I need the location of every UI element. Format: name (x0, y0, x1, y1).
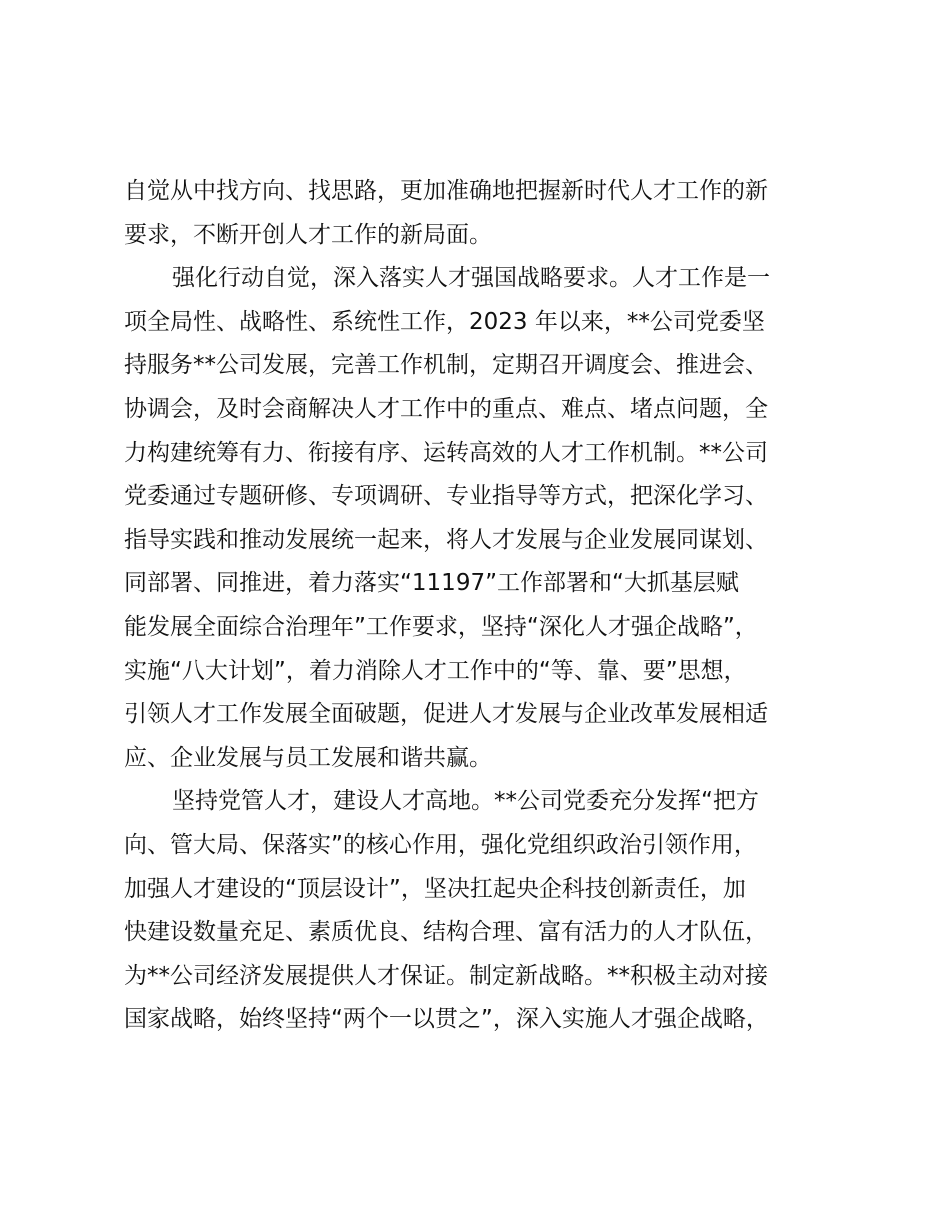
text-line: 要求，不断开创人才工作的新局面。 (124, 221, 492, 248)
text-line: 国家战略，始终坚持“两个一以贯之”，深入实施人才强企战略， (124, 1006, 769, 1033)
text-line: 党委通过专题研修、专项调研、专业指导等方式，把深化学习、 (124, 483, 768, 510)
text-line: 项全局性、战略性、系统性工作，2023 年以来，**公司党委坚 (124, 308, 765, 335)
text-line: 快建设数量充足、素质优良、结构合理、富有活力的人才队伍， (124, 919, 768, 946)
text-line: 力构建统筹有力、衔接有序、运转高效的人才工作机制。**公司 (124, 439, 768, 466)
text-line: 指导实践和推动发展统一起来，将人才发展与企业发展同谋划、 (124, 526, 768, 553)
paragraph-3 (124, 780, 844, 1042)
text-line: 同部署、同推进，着力落实“11197”工作部署和“大抓基层赋 (124, 570, 739, 597)
text-line: 协调会，及时会商解决人才工作中的重点、难点、堵点问题，全 (124, 395, 768, 422)
document-body (124, 170, 844, 1042)
paragraph-1 (124, 170, 844, 257)
text-line: 向、管大局、保落实”的核心作用，强化党组织政治引领作用， (124, 831, 757, 858)
text-line: 持服务**公司发展，完善工作机制，定期召开调度会、推进会、 (124, 352, 768, 379)
text-line: 引领人才工作发展全面破题，促进人才发展与企业改革发展相适 (124, 701, 768, 728)
text-line: 应、企业发展与员工发展和谐共赢。 (124, 744, 492, 771)
text-line: 能发展全面综合治理年”工作要求，坚持“深化人才强企战略”， (124, 613, 758, 640)
text-line: 加强人才建设的“顶层设计”，坚决扛起央企科技创新责任，加 (124, 875, 746, 902)
text-line: 实施“八大计划”，着力消除人才工作中的“等、靠、要”思想， (124, 657, 747, 684)
text-line: 坚持党管人才，建设人才高地。**公司党委充分发挥“把方 (172, 788, 759, 815)
text-line: 为**公司经济发展提供人才保证。制定新战略。**积极主动对接 (124, 962, 768, 989)
text-line: 强化行动自觉，深入落实人才强国战略要求。人才工作是一 (172, 265, 770, 292)
text-line: 自觉从中找方向、找思路，更加准确地把握新时代人才工作的新 (124, 178, 768, 204)
paragraph-2 (124, 257, 844, 780)
